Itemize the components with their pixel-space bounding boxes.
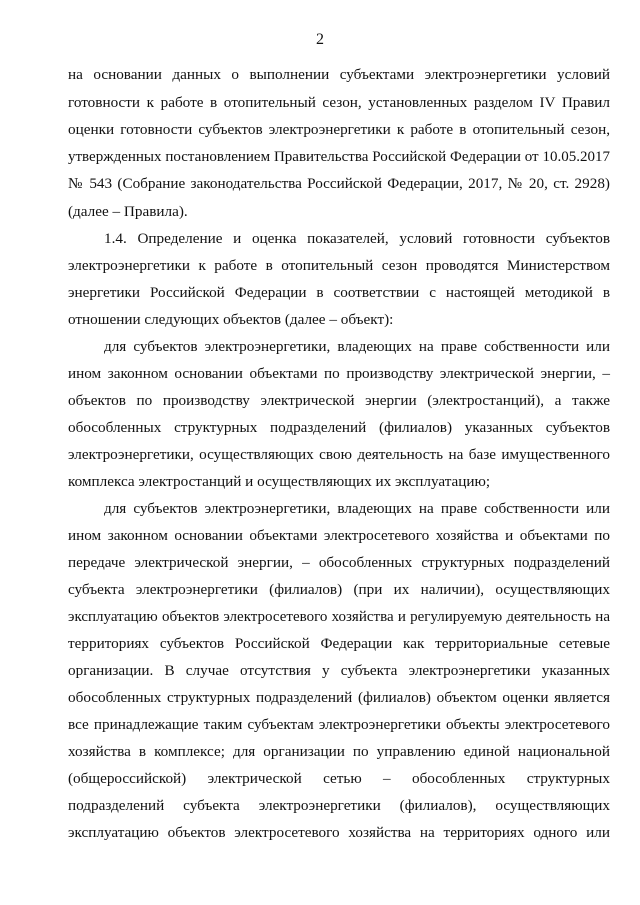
- page-number: 2: [316, 31, 324, 48]
- grid-line-4: субъекта электроэнергетики (филиалов) (при их наличии), осуществляющих: [68, 581, 610, 598]
- grid-line-13: эксплуатацию объектов электросетевого хозяйства на территориях одного или: [68, 824, 610, 841]
- grid-line-6: территориях субъектов Российской Федерации как территориальные сетевые: [68, 635, 610, 652]
- p14-line-1: 1.4. Определение и оценка показателей, условий готовности субъектов: [104, 230, 610, 247]
- grid-line-1: для субъектов электроэнергетики, владеющих на праве собственности или: [104, 500, 610, 517]
- intro-line-4: утвержденных постановлением Правительства Российской Федерации от 10.05.2017: [68, 149, 610, 165]
- gen-line-1: для субъектов электроэнергетики, владеющих на праве собственности или: [104, 338, 610, 355]
- gen-line-2: ином законном основании объектами по производству электрической энергии, –: [68, 365, 610, 382]
- p14-line-3: энергетики Российской Федерации в соответствии с настоящей методикой в: [68, 284, 610, 301]
- intro-line-1: на основании данных о выполнении субъектами электроэнергетики условий: [68, 66, 610, 83]
- intro-line-6: (далее – Правила).: [68, 203, 188, 220]
- gen-line-4: обособленных структурных подразделений (филиалов) указанных субъектов: [68, 419, 610, 436]
- gen-line-6: комплекса электростанций и осуществляющих их эксплуатацию;: [68, 473, 491, 490]
- grid-line-10: хозяйства в комплексе; для организации по управлению единой национальной: [68, 743, 610, 760]
- intro-line-2: готовности к работе в отопительный сезон, установленных разделом IV Правил: [68, 94, 610, 111]
- grid-line-2: ином законном основании объектами электросетевого хозяйства и объектами по: [68, 527, 610, 544]
- grid-line-12: подразделений субъекта электроэнергетики (филиалов), осуществляющих: [68, 797, 610, 814]
- gen-line-3: объектов по производству электрической энергии (электростанций), а также: [68, 392, 610, 409]
- grid-line-3: передаче электрической энергии, – обособленных структурных подразделений: [68, 554, 610, 571]
- grid-line-11: (общероссийской) электрической сетью – обособленных структурных: [68, 770, 610, 787]
- grid-line-7: организации. В случае отсутствия у субъекта электроэнергетики указанных: [68, 662, 610, 679]
- gen-line-5: электроэнергетики, осуществляющих свою деятельность на базе имущественного: [68, 446, 610, 463]
- intro-line-5: № 543 (Собрание законодательства Российской Федерации, 2017, № 20, ст. 2928): [68, 175, 610, 192]
- grid-line-5: эксплуатацию объектов электросетевого хозяйства и регулируемую деятельность на: [68, 609, 610, 625]
- intro-line-3: оценки готовности субъектов электроэнергетики к работе в отопительный сезон,: [68, 121, 610, 138]
- p14-line-2: электроэнергетики к работе в отопительный сезон проводятся Министерством: [68, 257, 610, 274]
- grid-line-9: все принадлежащие таким субъектам электроэнергетики объекты электросетевого: [68, 716, 610, 733]
- grid-line-8: обособленных структурных подразделений (филиалов) объектом оценки является: [68, 689, 610, 706]
- p14-line-4: отношении следующих объектов (далее – объект):: [68, 311, 394, 328]
